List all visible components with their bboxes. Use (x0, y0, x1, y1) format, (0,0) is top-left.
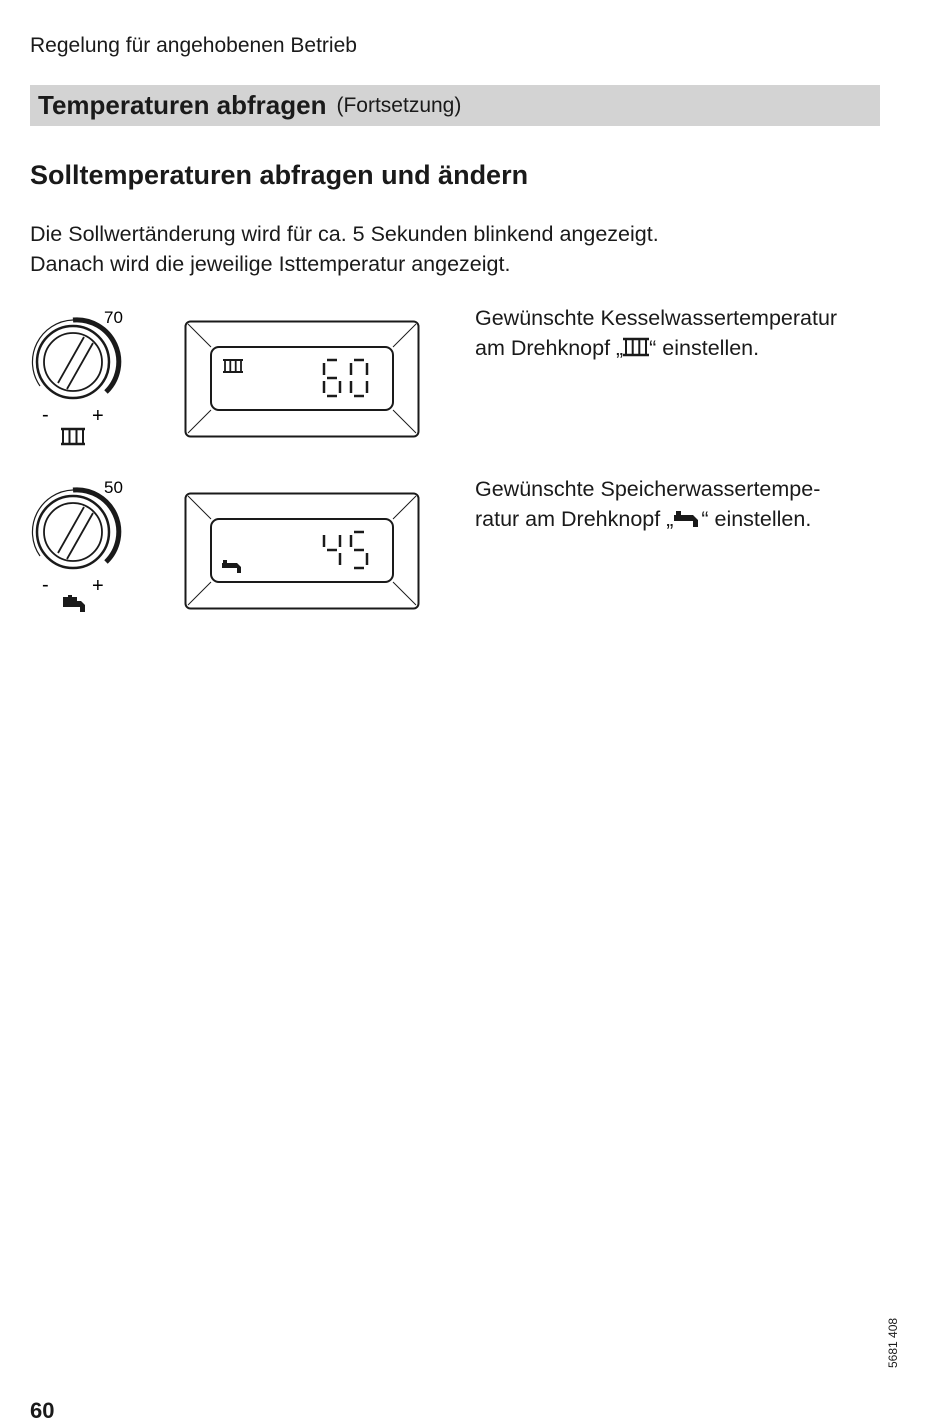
intro-line: Die Sollwertänderung wird für ca. 5 Sekunden blinkend angezeigt. (30, 222, 659, 246)
intro-paragraph (30, 219, 659, 279)
knob-grip-line (58, 337, 84, 383)
knob-outer-ring (37, 326, 109, 398)
step-text-line: ratur am Drehknopf „ “ einstellen. (475, 507, 812, 531)
title-bar (30, 85, 880, 126)
step-text-line: Gewünschte Speicherwassertempe- (475, 477, 821, 501)
knob-minus-label: - (42, 404, 49, 426)
page-title-suffix: (Fortsetzung) (336, 93, 462, 117)
step-text-line: Gewünschte Kesselwassertemperatur (475, 306, 838, 330)
page-title: Temperaturen abfragen (38, 90, 327, 120)
radiator-icon (61, 429, 85, 444)
knob-minus-label: - (42, 574, 49, 596)
page-number: 60 (30, 1398, 55, 1423)
boiler-temperature-knob (26, 305, 136, 450)
knob-grip-line (67, 343, 93, 389)
knob-grip-line (58, 507, 84, 553)
knob-inner-ring (44, 503, 102, 561)
dhw-lcd-display (184, 492, 422, 612)
knob-inner-ring (44, 333, 102, 391)
step-text-line: am Drehknopf „ “ einstellen. (475, 336, 760, 360)
knob-value-label: 50 (104, 478, 123, 497)
dhw-temperature-knob (26, 475, 136, 620)
step-description (475, 303, 837, 363)
knob-value-label: 70 (104, 308, 123, 327)
intro-line: Danach wird die jeweilige Isttemperatur angezeigt. (30, 252, 511, 276)
knob-plus-label: + (92, 405, 104, 427)
knob-plus-label: + (92, 575, 104, 597)
document-number: 5681 408 (886, 1317, 900, 1368)
step-description (475, 474, 820, 534)
tap-icon (673, 507, 701, 529)
section-subtitle: Solltemperaturen abfragen und ändern (30, 160, 529, 190)
boiler-lcd-display (184, 320, 422, 440)
tap-icon (63, 595, 85, 612)
section-header: Regelung für angehobenen Betrieb (30, 34, 357, 57)
knob-outer-ring (37, 496, 109, 568)
knob-grip-line (67, 513, 93, 559)
radiator-icon (623, 336, 649, 358)
